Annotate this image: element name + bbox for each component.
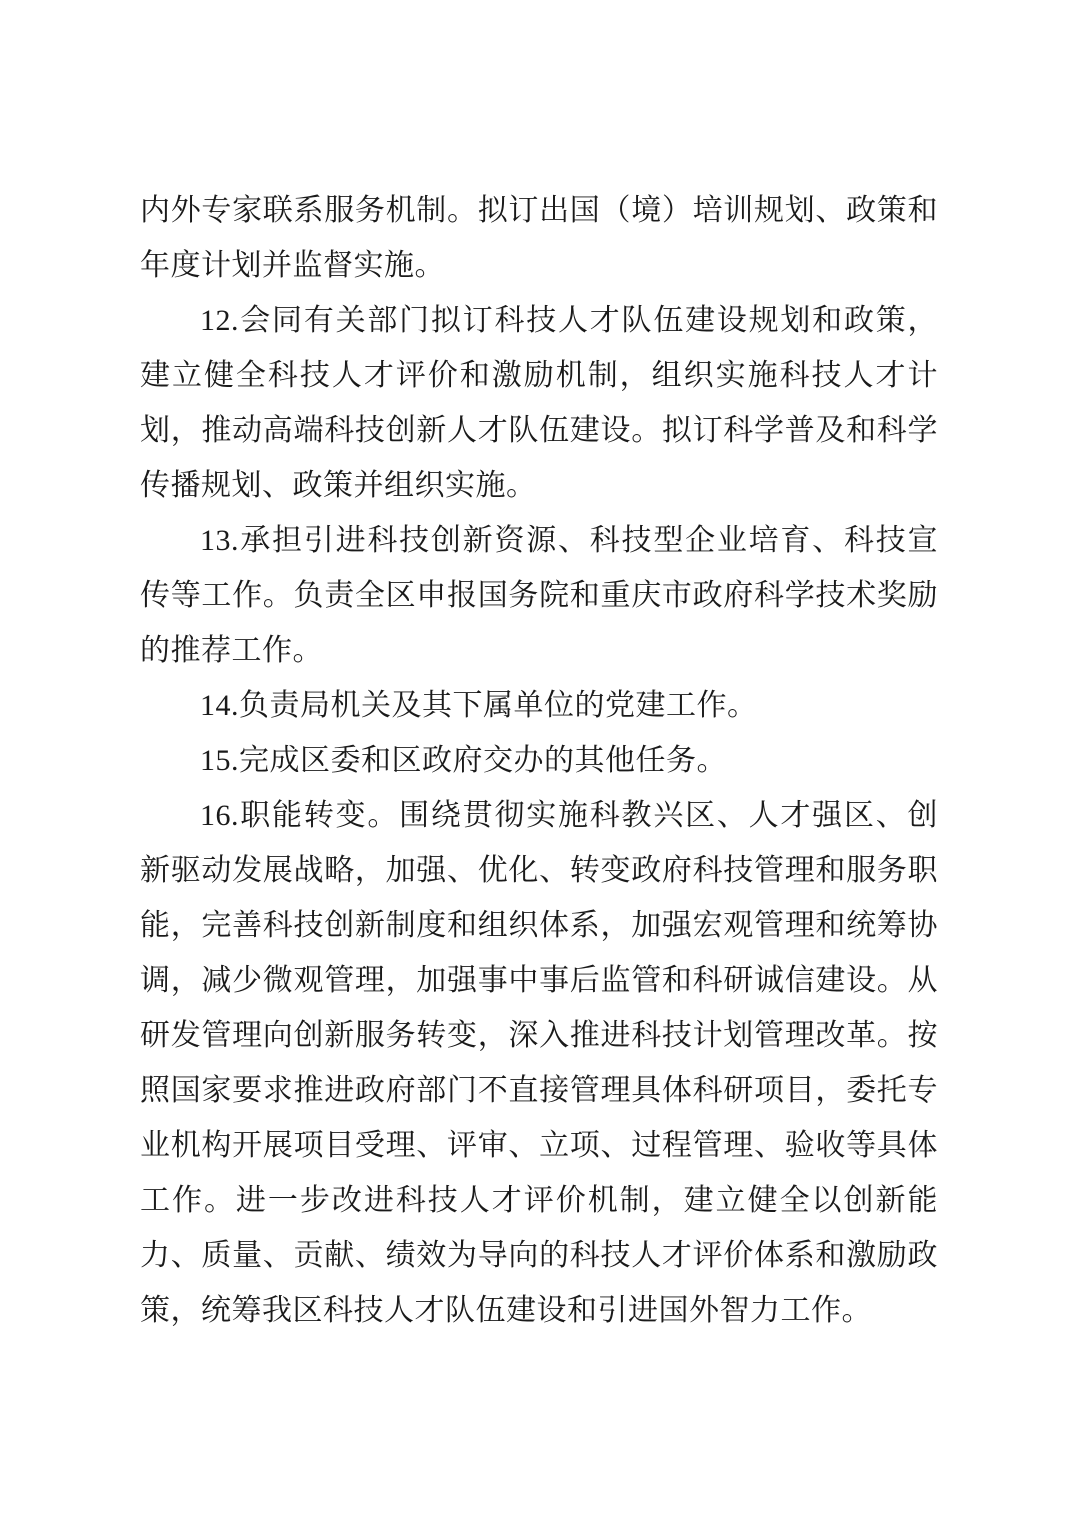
paragraph-item-13: 13.承担引进科技创新资源、科技型企业培育、科技宣传等工作。负责全区申报国务院和重庆市政府科学技术奖励的推荐工作。 bbox=[140, 524, 938, 667]
paragraph-item-16: 16.职能转变。围绕贯彻实施科教兴区、人才强区、创新驱动发展战略，加强、优化、转变政府科技管理和服务职能，完善科技创新制度和组织体系，加强宏观管理和统筹协调，减少微观管理，加强事中事后监管和科研诚信建设。从研发管理向创新服务转变，深入推进科技计划管理改革。按照国家要求推进政府部门不直接管理具体科研项目，委托专业机构开展项目受理、评审、立项、过程管理、验收等具体工作。进一步改进科技人才评价机制，建立健全以创新能力、质量、贡献、绩效为导向的科技人才评价体系和激励政策，统筹我区科技人才队伍建设和引进国外智力工作。 bbox=[140, 799, 938, 1327]
paragraph-item-15: 15.完成区委和区政府交办的其他任务。 bbox=[200, 744, 727, 777]
paragraph-item-14: 14.负责局机关及其下属单位的党建工作。 bbox=[200, 689, 758, 722]
document-body bbox=[140, 183, 938, 1338]
paragraph-continuation: 内外专家联系服务机制。拟订出国（境）培训规划、政策和年度计划并监督实施。 bbox=[140, 194, 938, 282]
paragraph-item-12: 12.会同有关部门拟订科技人才队伍建设规划和政策，建立健全科技人才评价和激励机制，组织实施科技人才计划，推动高端科技创新人才队伍建设。拟订科学普及和科学传播规划、政策并组织实施。 bbox=[140, 304, 938, 502]
